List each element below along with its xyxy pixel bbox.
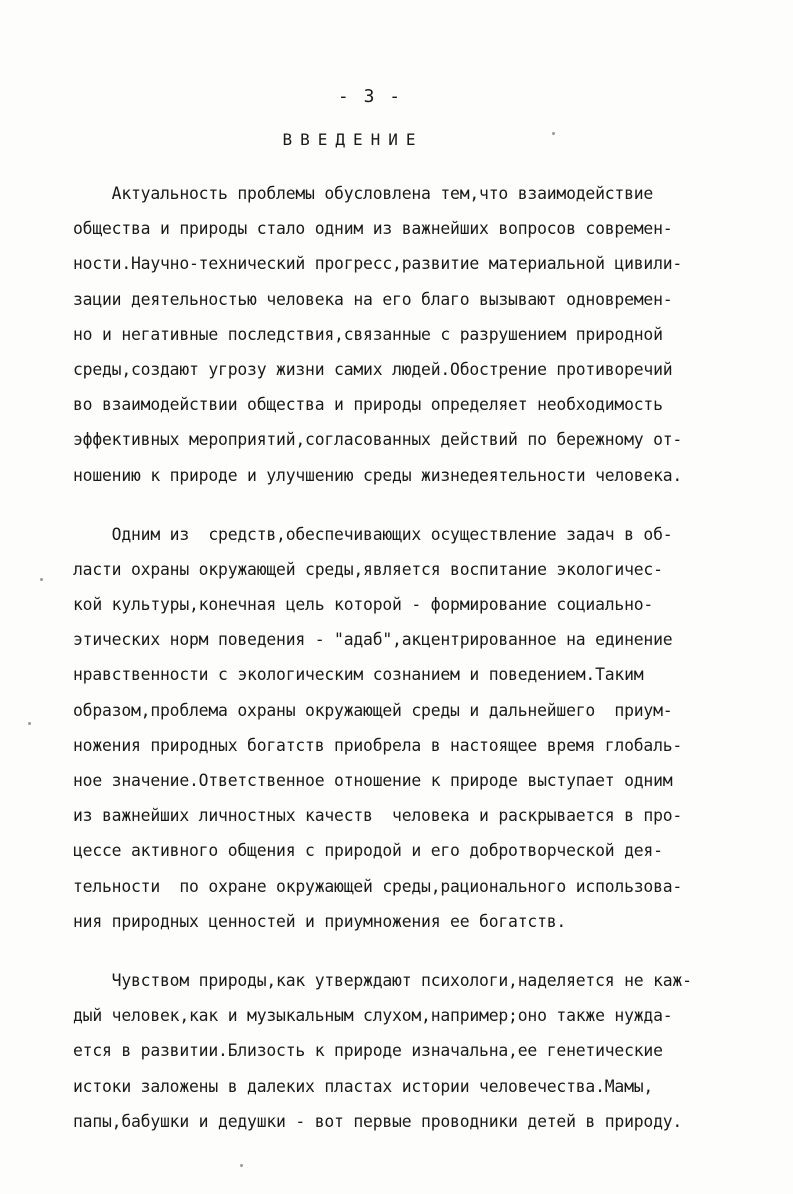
page-number: - 3 - <box>337 86 403 107</box>
paragraph-gap <box>73 939 733 963</box>
text-line: папы,бабушки и дедушки - вот первые проводники детей в природу. <box>73 1111 683 1131</box>
text-line: Одним из средств,обеспечивающих осуществление задач в об- <box>73 524 673 544</box>
scan-speck <box>552 132 555 135</box>
scan-speck <box>240 1164 243 1167</box>
paragraph-gap <box>73 493 733 517</box>
text-line: ния природных ценностей и приумножения ее богатств. <box>73 911 567 931</box>
scan-speck <box>40 578 43 581</box>
text-line: дый человек,как и музыкальным слухом,например;оно также нужда- <box>73 1006 673 1026</box>
text-line: из важнейших личностных качеств человека и раскрывается в про- <box>73 806 683 826</box>
text-line: ется в развитии.Близость к природе изначальна,ее генетические <box>73 1041 663 1061</box>
text-line: зации деятельностью человека на его благо вызывают одновремен- <box>73 289 673 309</box>
scan-speck <box>28 722 31 725</box>
section-heading: ВВЕДЕНИЕ <box>282 130 424 149</box>
paragraph <box>73 517 733 939</box>
text-line: эффективных мероприятий,согласованных действий по бережному от- <box>73 430 683 450</box>
text-line: среды,создают угрозу жизни самих людей.Обострение противоречий <box>73 359 673 379</box>
body-text <box>73 176 733 1139</box>
text-line: истоки заложены в далеких пластах истории человечества.Мамы, <box>73 1076 654 1096</box>
text-line: ласти охраны окружающей среды,является воспитание экологичес- <box>73 559 663 579</box>
text-line: Актуальность проблемы обусловлена тем,что взаимодействие <box>73 184 654 203</box>
text-line: этических норм поведения - "адаб",акцентрированное на единение <box>73 630 673 650</box>
text-line: образом,проблема охраны окружающей среды и дальнейшего приум- <box>73 700 673 720</box>
text-line: нравственности с экологическим сознанием и поведением.Таким <box>73 665 644 685</box>
text-line: ное значение.Ответственное отношение к природе выступает одним <box>73 771 673 790</box>
text-line: но и негативные последствия,связанные с разрушением природной <box>73 324 663 344</box>
paragraph <box>73 963 733 1139</box>
text-line: во взаимодействии общества и природы определяет необходимость <box>73 395 663 415</box>
text-line: ности.Научно-технический прогресс,развитие материальной цивили- <box>73 254 683 274</box>
paragraph <box>73 176 733 493</box>
text-line: Чувством природы,как утверждают психологи,наделяется не каж- <box>73 970 692 990</box>
text-line: тельности по охране окружающей среды,рационального использова- <box>73 876 683 896</box>
text-line: кой культуры,конечная цель которой - формирование социально- <box>73 595 654 615</box>
text-line: ножения природных богатств приобрела в настоящее время глобаль- <box>73 735 683 755</box>
text-line: общества и природы стало одним из важнейших вопросов современ- <box>73 219 673 239</box>
text-line: цессе активного общения с природой и его добротворческой дея- <box>73 841 663 861</box>
text-line: ношению к природе и улучшению среды жизнедеятельности человека. <box>73 465 683 485</box>
